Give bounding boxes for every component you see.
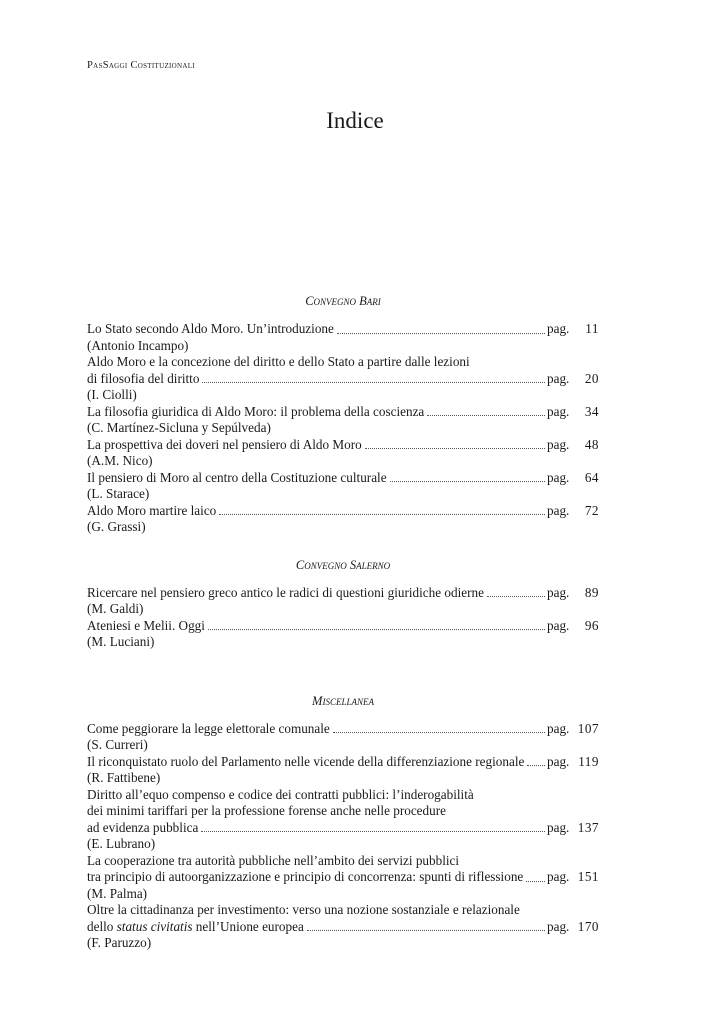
section-spacer	[87, 536, 599, 555]
pag-label: pag.	[547, 918, 570, 934]
dot-leader	[333, 732, 545, 733]
entry-title-line: La filosofia giuridica di Aldo Moro: il problema della coscienza	[87, 403, 425, 419]
toc-entry[interactable]	[87, 787, 599, 853]
entry-author: (M. Luciani)	[87, 634, 155, 649]
section-heading: Convegno Salerno	[295, 557, 391, 572]
entry-title-line: Ricercare nel pensiero greco antico le radici di questioni giuridiche odierne	[87, 584, 484, 600]
entry-author: (S. Curreri)	[87, 737, 148, 752]
toc-entry[interactable]	[87, 404, 599, 437]
pag-label: pag.	[547, 321, 570, 336]
toc-entry[interactable]	[87, 470, 599, 503]
page-number: 89	[584, 584, 599, 600]
pag-label: pag.	[547, 436, 570, 452]
entry-title-line: Come peggiorare la legge elettorale comunale	[87, 720, 330, 736]
pag-label: pag.	[547, 469, 570, 485]
section-spacer	[87, 651, 599, 691]
pag-label: pag.	[547, 403, 570, 419]
toc-entry[interactable]	[87, 354, 599, 404]
dot-leader	[307, 930, 545, 931]
page-number: 11	[585, 321, 599, 336]
dot-leader	[390, 481, 545, 482]
entry-title-line: Il riconquistato ruolo del Parlamento nelle vicende della differenziazione regionale	[87, 753, 525, 769]
entry-title-line: Aldo Moro e la concezione del diritto e dello Stato a partire dalle lezioni	[87, 354, 470, 369]
entry-title-line: La prospettiva dei doveri nel pensiero di Aldo Moro	[87, 436, 362, 452]
dot-leader	[337, 333, 545, 334]
entry-author: (L. Starace)	[87, 486, 150, 501]
entry-author: (F. Paruzzo)	[87, 935, 152, 950]
page-number: 72	[584, 502, 599, 518]
page-number: 151	[577, 869, 599, 884]
dot-leader	[208, 629, 545, 630]
toc-entry[interactable]	[87, 585, 599, 618]
pag-label: pag.	[547, 370, 570, 386]
entry-author: (R. Fattibene)	[87, 770, 161, 785]
entry-author: (M. Palma)	[87, 885, 148, 901]
entry-title-line: Diritto all’equo compenso e codice dei contratti pubblici: l’inderogabilità	[87, 786, 474, 802]
page-title: Indice	[326, 108, 384, 133]
page-number: 96	[584, 617, 599, 633]
dot-leader	[487, 596, 545, 597]
page-number: 48	[584, 436, 599, 452]
pag-label: pag.	[547, 753, 570, 769]
dot-leader	[365, 448, 545, 449]
entry-title-line: Lo Stato secondo Aldo Moro. Un’introduzione	[87, 321, 334, 336]
entry-author: (G. Grassi)	[87, 519, 146, 534]
entry-title-line: dei minimi tariffari per la professione forense anche nelle procedure	[87, 803, 446, 818]
toc-section	[87, 555, 599, 651]
pag-label: pag.	[547, 819, 570, 835]
entry-author: (Antonio Incampo)	[87, 337, 189, 353]
entry-author: (C. Martínez-Sicluna y Sepúlveda)	[87, 420, 271, 435]
entry-title-line: Aldo Moro martire laico	[87, 502, 217, 518]
page-number: 64	[584, 469, 599, 485]
entry-list	[87, 721, 599, 952]
toc-entry[interactable]	[87, 321, 599, 354]
entry-title-line: La cooperazione tra autorità pubbliche nell’ambito dei servizi pubblici	[87, 852, 460, 868]
entry-title-line: tra principio di autoorganizzazione e principio di concorrenza: spunti di riflessione	[87, 869, 524, 884]
dot-leader	[202, 382, 545, 383]
entry-title-line: dello status civitatis nell’Unione europea	[87, 918, 304, 934]
page-number: 119	[578, 753, 599, 769]
toc-section	[87, 691, 599, 952]
pag-label: pag.	[547, 617, 570, 633]
entry-list	[87, 585, 599, 651]
entry-title-line: Ateniesi e Melii. Oggi	[87, 617, 205, 633]
page-number: 34	[584, 403, 599, 419]
toc-entry[interactable]	[87, 853, 599, 903]
entry-title-line: Il pensiero di Moro al centro della Costituzione culturale	[87, 469, 387, 485]
entry-author: (I. Ciolli)	[87, 387, 137, 402]
dot-leader	[427, 415, 545, 416]
dot-leader	[219, 514, 545, 515]
pag-label: pag.	[547, 720, 570, 736]
entry-title-line: di filosofia del diritto	[87, 370, 200, 386]
entry-author: (M. Galdi)	[87, 601, 144, 616]
toc-entry[interactable]	[87, 902, 599, 952]
pag-label: pag.	[547, 869, 570, 884]
entry-author: (A.M. Nico)	[87, 453, 153, 468]
table-of-contents	[87, 291, 599, 952]
page-number: 137	[577, 819, 599, 835]
page-number: 170	[577, 918, 599, 934]
dot-leader	[527, 765, 545, 766]
toc-entry[interactable]	[87, 754, 599, 787]
page-number: 20	[584, 370, 599, 386]
entry-author: (E. Lubrano)	[87, 836, 156, 851]
page-number: 107	[577, 720, 599, 736]
toc-section	[87, 291, 599, 536]
toc-entry[interactable]	[87, 503, 599, 536]
entry-title-line: Oltre la cittadinanza per investimento: verso una nozione sostanziale e relazionale	[87, 902, 520, 917]
running-head: PasSaggi Costituzionali	[87, 60, 195, 71]
section-heading: Miscellanea	[312, 693, 374, 708]
pag-label: pag.	[547, 502, 570, 518]
entry-title-line: ad evidenza pubblica	[87, 819, 199, 835]
pag-label: pag.	[547, 584, 570, 600]
entry-list	[87, 321, 599, 536]
toc-entry[interactable]	[87, 618, 599, 651]
dot-leader	[201, 831, 545, 832]
section-heading: Convegno Bari	[305, 294, 381, 308]
toc-entry[interactable]	[87, 721, 599, 754]
dot-leader	[526, 881, 545, 882]
toc-entry[interactable]	[87, 437, 599, 470]
